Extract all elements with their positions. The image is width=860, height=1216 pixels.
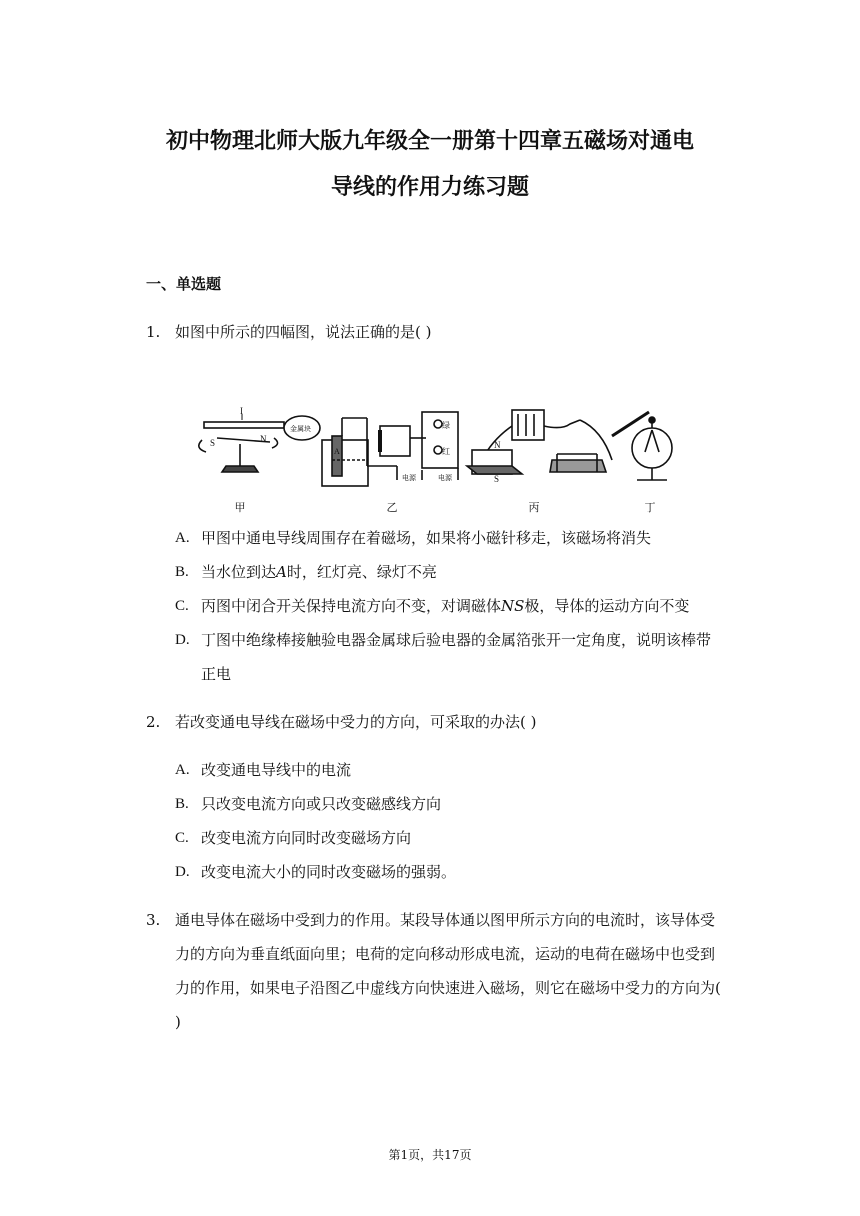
question-stem: 通电导体在磁场中受到力的作用。某段导体通以图甲所示方向的电流时，该导体受力的方向为垂直纸面向里；电荷的定向移动形成电流，运动的电荷在磁场中也受到力的作用，如果电子沿图乙中虚线方向快速进入磁场，则它在磁场中受力的方向为( )	[175, 911, 721, 1031]
label-a: A	[334, 447, 340, 456]
title-line-1: 初中物理北师大版九年级全一册第十四章五磁场对通电	[165, 128, 694, 154]
option-d[interactable]	[175, 855, 725, 889]
page-footer: 第1页，共17页	[388, 1148, 472, 1162]
label-metal-block: 金属块	[290, 425, 311, 433]
label-s-2: S	[494, 474, 500, 484]
document-title	[0, 118, 860, 210]
option-c[interactable]	[175, 821, 725, 855]
option-a[interactable]	[175, 521, 725, 555]
label-i: I	[240, 406, 243, 416]
option-label: B.	[175, 564, 189, 580]
label-s: S	[210, 438, 216, 448]
section-heading: 一、单选题	[146, 275, 222, 293]
option-text-post: 时，红灯亮、绿灯不亮	[286, 563, 437, 581]
option-label: C.	[175, 830, 189, 846]
option-variable: NS	[501, 597, 525, 615]
option-text: 改变通电导线中的电流	[201, 761, 352, 779]
question-2-options	[175, 753, 725, 889]
option-text: 甲图中通电导线周围存在着磁场，如果将小磁针移走，该磁场将消失	[201, 529, 652, 547]
question-1-figure	[182, 400, 682, 518]
label-power-1: 电源	[402, 474, 416, 482]
question-1-options	[175, 521, 725, 691]
label-green: 绿	[442, 421, 450, 430]
option-label: D.	[175, 864, 190, 880]
option-text: 改变电流大小的同时改变磁场的强弱。	[201, 863, 457, 881]
figure-label-bing: 丙	[528, 501, 540, 514]
question-stem: 如图中所示的四幅图，说法正确的是( )	[175, 323, 432, 341]
figure-label-jia: 甲	[234, 501, 246, 514]
question-3	[146, 903, 726, 1039]
option-label: D.	[175, 632, 190, 648]
title-line-2: 导线的作用力练习题	[330, 174, 529, 200]
option-label: A.	[175, 530, 190, 546]
option-text: 丁图中绝缘棒接触验电器金属球后验电器的金属箔张开一定角度，说明该棒带正电	[201, 631, 712, 683]
question-number: 1.	[146, 323, 161, 341]
figure-label-ding: 丁	[644, 501, 656, 514]
question-stem: 若改变通电导线在磁场中受力的方向，可采取的办法( )	[175, 713, 537, 731]
option-a[interactable]	[175, 753, 725, 787]
option-label: A.	[175, 762, 190, 778]
question-2	[146, 705, 726, 739]
label-n: N	[260, 434, 267, 444]
option-text: 改变电流方向同时改变磁场方向	[201, 829, 412, 847]
figure-ding-electroscope	[612, 412, 672, 480]
option-d[interactable]	[175, 623, 725, 691]
option-c[interactable]	[175, 589, 725, 623]
option-b[interactable]	[175, 555, 725, 589]
option-label: C.	[175, 598, 189, 614]
figure-bing-motor-experiment	[467, 410, 612, 474]
option-text-pre: 当水位到达	[201, 563, 277, 581]
option-text-pre: 丙图中闭合开关保持电流方向不变，对调磁体	[201, 597, 502, 615]
label-n-2: N	[494, 440, 501, 450]
option-text: 只改变电流方向或只改变磁感线方向	[201, 795, 442, 813]
question-1	[146, 315, 726, 349]
option-variable: A	[276, 563, 287, 581]
option-text-post: 极，导体的运动方向不变	[524, 597, 690, 615]
question-number: 2.	[146, 713, 161, 731]
figure-label-yi: 乙	[386, 501, 398, 514]
option-label: B.	[175, 796, 189, 812]
figure-yi-water-level-alarm	[284, 412, 458, 486]
option-b[interactable]	[175, 787, 725, 821]
question-number: 3.	[146, 911, 161, 929]
label-red: 红	[442, 447, 450, 456]
label-power-2: 电源	[438, 474, 452, 482]
